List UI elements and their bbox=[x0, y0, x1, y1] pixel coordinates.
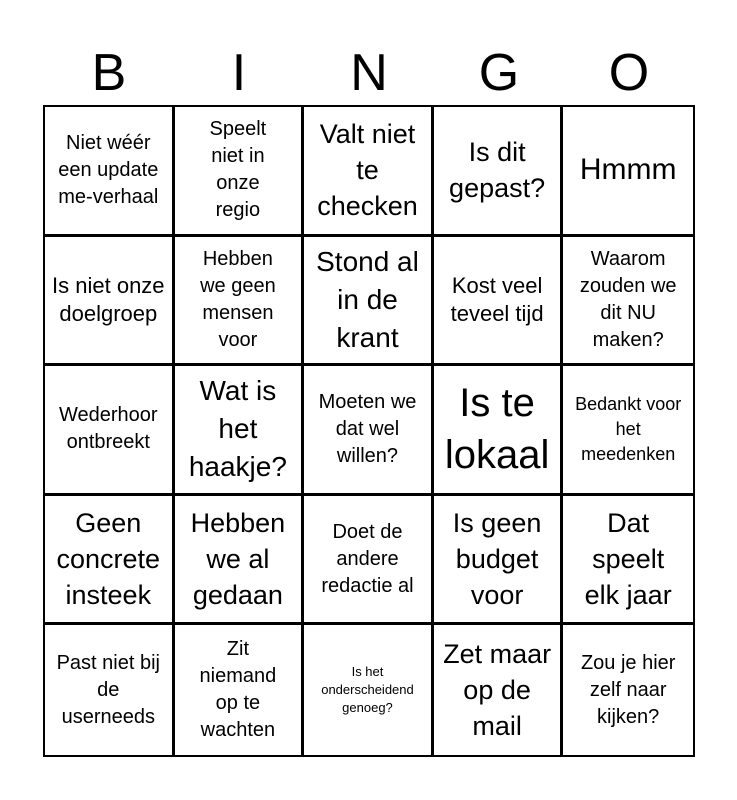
bingo-cell-r5-c4[interactable] bbox=[434, 625, 564, 755]
bingo-cell-r1-c1[interactable] bbox=[45, 107, 175, 237]
cell-text: Is dit gepast? bbox=[449, 137, 546, 204]
cell-text: Speelt niet in onze regio bbox=[209, 118, 267, 222]
bingo-cell-r2-c1[interactable] bbox=[45, 237, 175, 367]
cell-text: Kost veel teveel tijd bbox=[450, 272, 544, 326]
bingo-cell-r4-c4[interactable] bbox=[434, 496, 564, 626]
cell-text: Zit niemand op te wachten bbox=[199, 638, 277, 742]
cell-text: Niet wéér een update me-verhaal bbox=[58, 131, 159, 208]
bingo-cell-r1-c2[interactable] bbox=[175, 107, 305, 237]
bingo-cell-r5-c1[interactable] bbox=[45, 625, 175, 755]
bingo-cell-r4-c2[interactable] bbox=[175, 496, 305, 626]
header-letter-b: B bbox=[91, 44, 127, 102]
cell-text: Is te lokaal bbox=[444, 381, 550, 478]
bingo-card-grid bbox=[43, 105, 695, 757]
bingo-cell-r1-c4[interactable] bbox=[434, 107, 564, 237]
header-letter-n: N bbox=[350, 44, 388, 102]
cell-text: Dat speelt elk jaar bbox=[584, 508, 672, 611]
cell-text: Doet de andere redactie al bbox=[321, 520, 414, 597]
bingo-cell-r3-c5[interactable] bbox=[563, 366, 693, 496]
cell-text: Zou je hier zelf naar kijken? bbox=[580, 651, 676, 728]
bingo-cell-r5-c5[interactable] bbox=[563, 625, 693, 755]
cell-text: Hebben we al gedaan bbox=[190, 508, 286, 611]
header-letter-o: O bbox=[608, 44, 650, 102]
bingo-cell-r3-c2[interactable] bbox=[175, 366, 305, 496]
cell-text: Is het onderscheidend genoeg? bbox=[321, 664, 414, 716]
bingo-cell-r2-c3[interactable] bbox=[304, 237, 434, 367]
cell-text: Waarom zouden we dit NU maken? bbox=[579, 247, 677, 351]
bingo-cell-r2-c2[interactable] bbox=[175, 237, 305, 367]
cell-text: Valt niet te checken bbox=[317, 119, 418, 222]
bingo-cell-r3-c1[interactable] bbox=[45, 366, 175, 496]
cell-text: Wederhoor ontbreekt bbox=[59, 404, 158, 454]
cell-text: Past niet bij de userneeds bbox=[56, 651, 160, 728]
cell-text: Hmmm bbox=[579, 153, 677, 187]
bingo-cell-r2-c4[interactable] bbox=[434, 237, 564, 367]
cell-text: Hebben we geen mensen voor bbox=[200, 247, 276, 351]
bingo-cell-r4-c3[interactable] bbox=[304, 496, 434, 626]
bingo-cell-r5-c2[interactable] bbox=[175, 625, 305, 755]
bingo-cell-r5-c3[interactable] bbox=[304, 625, 434, 755]
bingo-cell-r1-c5[interactable] bbox=[563, 107, 693, 237]
bingo-cell-r4-c5[interactable] bbox=[563, 496, 693, 626]
cell-text: Geen concrete insteek bbox=[56, 508, 161, 611]
cell-text: Is geen budget voor bbox=[452, 508, 542, 611]
bingo-cell-r3-c4[interactable] bbox=[434, 366, 564, 496]
cell-text: Bedankt voor het meedenken bbox=[575, 393, 682, 464]
cell-text: Moeten we dat wel willen? bbox=[318, 390, 417, 467]
bingo-cell-r2-c5[interactable] bbox=[563, 237, 693, 367]
cell-text: Stond al in de krant bbox=[316, 245, 419, 353]
cell-text: Is niet onze doelgroep bbox=[52, 272, 165, 326]
header-letter-i: I bbox=[231, 44, 247, 102]
bingo-cell-r1-c3[interactable] bbox=[304, 107, 434, 237]
cell-text: Zet maar op de mail bbox=[443, 639, 552, 742]
header-letter-g: G bbox=[478, 44, 520, 102]
bingo-cell-r3-c3[interactable] bbox=[304, 366, 434, 496]
bingo-cell-r4-c1[interactable] bbox=[45, 496, 175, 626]
bingo-header bbox=[44, 40, 694, 106]
cell-text: Wat is het haakje? bbox=[188, 375, 287, 483]
